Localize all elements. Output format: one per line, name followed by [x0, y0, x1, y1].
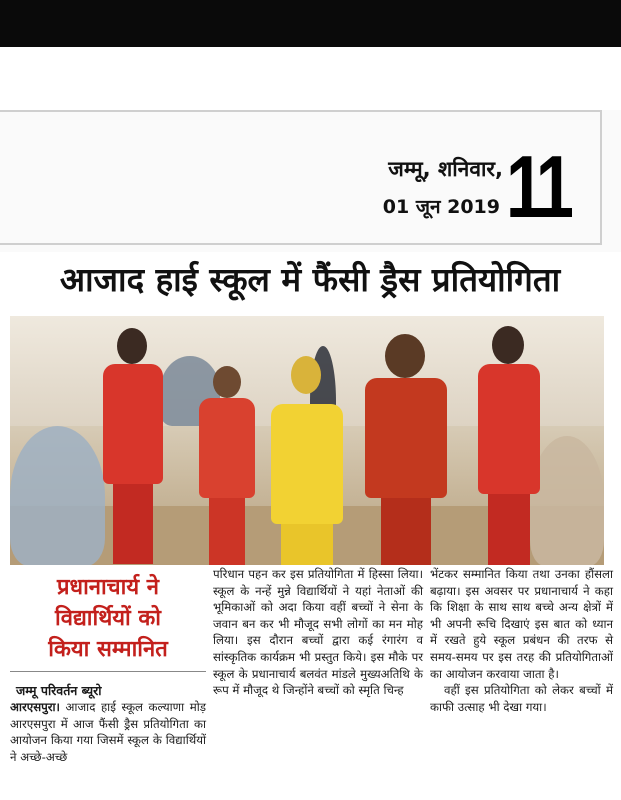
page-number: 11	[506, 137, 570, 236]
body-paragraph: भेंटकर सम्मानित किया तथा उनका हौंसला बढ़ाया। इस अवसर पर प्रधानाचार्य ने कहा कि शिक्षा के साथ साथ बच्चे अन्य क्षेत्रों में भी अपनी रूचि दिखाएं इस बात को ध्यान में रखते हुये स्कूल प्रबंधन की तरफ से समय-समय पर इस तरह की प्रतियोगिताओं का आयोजन करवाया जाता है।	[430, 567, 613, 681]
article-subhead	[10, 566, 206, 672]
top-black-bar	[0, 0, 621, 47]
body-paragraph: परिधान पहन कर इस प्रतियोगिता में हिस्सा लिया। स्कूल के नन्हें मुन्ने विद्यार्थियों ने यहां नेताओं की भूमिकाओं को अदा किया वहीं बच्चों ने सेना के जवान बन कर भी मौजूद सभी लोगों का मन मोह लिया। इस दौरान बच्चों द्वारा कई रंगारंग व सांस्कृतिक कार्यक्रम भी प्रस्तुत किये। इस मौके पर स्कूल के प्रधानाचार्य बलवंत मांडले मुख्यअतिथि के रूप में मौजूद थे जिन्होंने बच्चों को स्मृति चिन्ह	[213, 567, 423, 698]
body-paragraph: वहीं इस प्रतियोगिता को लेकर बच्चों में काफी उत्साह भी देखा गया।	[430, 683, 613, 714]
header-rule-side	[600, 110, 602, 245]
header-rule-bottom	[0, 243, 602, 245]
article-headline: आजाद हाई स्कूल में फैंसी ड्रैस प्रतियोगिता	[59, 260, 561, 299]
column-3	[430, 566, 613, 800]
subhead-line: प्रधानाचार्य ने	[57, 575, 159, 600]
lead-location: आरएसपुरा।	[10, 700, 60, 714]
column-1	[10, 566, 206, 800]
body-text: आजाद हाई स्कूल कल्याणा मोड़ आरएसपुरा में आज फैंसी ड्रैस प्रतियोगिता का आयोजन किया गया जिसमें स्कूल के विद्यार्थियों ने अच्छे-अच्छे	[10, 700, 206, 764]
body-paragraph	[10, 699, 206, 765]
crowd-left	[10, 426, 105, 565]
article-photo	[10, 316, 604, 565]
byline: जम्मू परिवर्तन ब्यूरो	[16, 683, 102, 698]
issue-date: 01 जून 2019	[382, 196, 500, 218]
dateline: जम्मू, शनिवार,	[388, 157, 503, 181]
column-2	[213, 566, 423, 800]
subhead-line: विद्यार्थियों को	[55, 606, 161, 631]
header-rule-top	[0, 110, 600, 112]
crowd-right	[530, 436, 604, 565]
subhead-line: किया सम्मानित	[48, 637, 168, 662]
